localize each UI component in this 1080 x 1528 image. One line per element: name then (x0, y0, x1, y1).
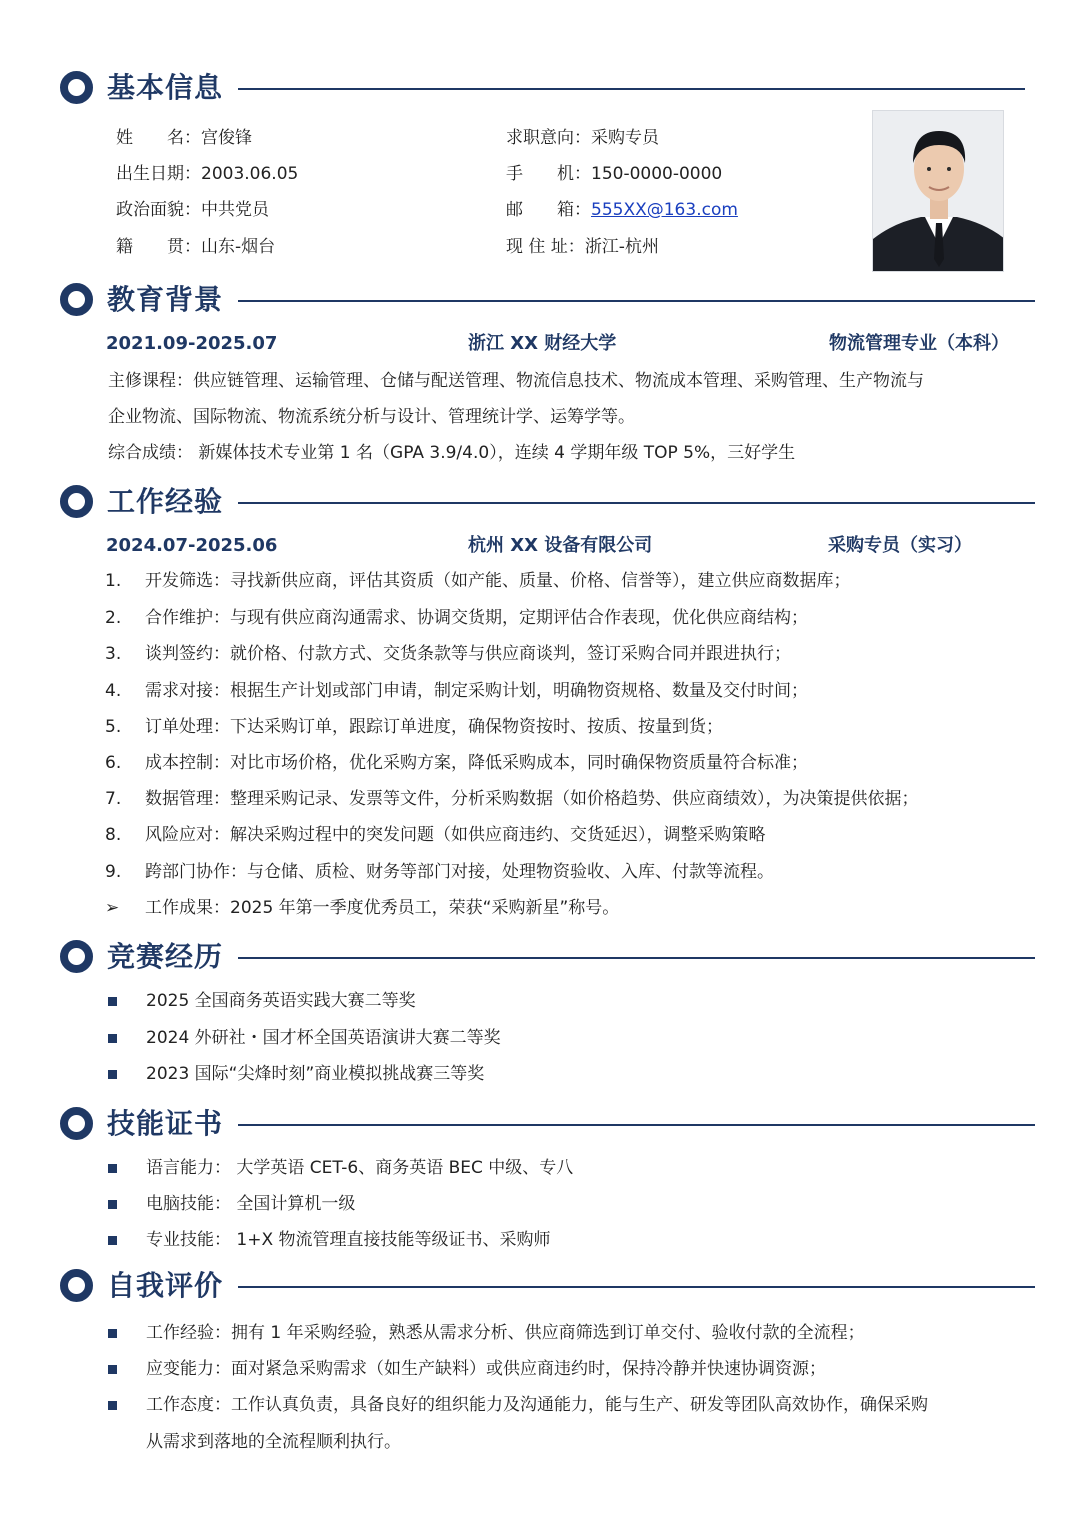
square-bullet-icon (108, 1365, 117, 1374)
person-portrait-icon (873, 111, 1004, 272)
item-text: 需求对接：根据生产计划或部门申请，制定采购计划，明确物资规格、数量及交付时间； (145, 681, 808, 701)
section-education (60, 280, 1035, 320)
item-number: 5. (105, 717, 122, 737)
work-company: 杭州 XX 设备有限公司 (468, 535, 653, 556)
skill-item: 语言能力： 大学英语 CET-6、商务英语 BEC 中级、专八 (146, 1158, 574, 1178)
skill-item: 电脑技能： 全国计算机一级 (146, 1194, 356, 1214)
item-text: 成本控制：对比市场价格，优化采购方案，降低采购成本，同时确保物资质量符合标准； (145, 753, 808, 773)
square-bullet-icon (108, 1070, 117, 1079)
field-label: 出生日期： (116, 164, 201, 184)
education-major: 物流管理专业（本科） (829, 333, 1009, 354)
field-value: 中共党员 (201, 200, 269, 220)
education-school: 浙江 XX 财经大学 (468, 333, 617, 354)
divider (238, 1286, 1035, 1288)
section-title: 技能证书 (107, 1107, 224, 1140)
section-title: 教育背景 (107, 283, 224, 316)
info-name (116, 126, 252, 150)
divider (238, 502, 1035, 504)
section-work (60, 482, 1035, 522)
work-item (105, 823, 766, 847)
work-achievement (105, 896, 619, 920)
square-bullet-icon (108, 1034, 117, 1043)
work-item (105, 606, 808, 630)
circle-icon (60, 1107, 93, 1140)
section-title: 竞赛经历 (107, 940, 224, 973)
info-phone (506, 162, 722, 186)
circle-icon (60, 940, 93, 973)
circle-icon (60, 283, 93, 316)
competition-item: 2024 外研社・国才杯全国英语演讲大赛二等奖 (146, 1028, 501, 1048)
info-address (506, 235, 659, 259)
field-label: 手 机： (506, 164, 591, 184)
field-label: 籍 贯： (116, 237, 201, 257)
work-period: 2024.07-2025.06 (106, 535, 278, 556)
self-item: 工作态度：工作认真负责，具备良好的组织能力及沟通能力，能与生产、研发等团队高效协作，确保采购 (146, 1395, 928, 1415)
square-bullet-icon (108, 1236, 117, 1245)
field-value: 采购专员 (591, 128, 659, 148)
field-value: 150-0000-0000 (591, 164, 723, 184)
self-item: 工作经验：拥有 1 年采购经验，熟悉从需求分析、供应商筛选到订单交付、验收付款的全流程； (146, 1323, 865, 1343)
work-item (105, 860, 774, 884)
grades-line: 综合成绩： 新媒体技术专业第 1 名（GPA 3.9/4.0），连续 4 学期年级 TOP 5%，三好学生 (108, 443, 796, 463)
item-number: 4. (105, 681, 122, 701)
circle-icon (60, 1269, 93, 1302)
competition-item: 2025 全国商务英语实践大赛二等奖 (146, 991, 416, 1011)
section-title: 工作经验 (107, 485, 224, 518)
section-self-evaluation (60, 1266, 1035, 1306)
item-number: 8. (105, 825, 122, 845)
section-skills (60, 1104, 1035, 1144)
square-bullet-icon (108, 997, 117, 1006)
work-item (105, 642, 791, 666)
square-bullet-icon (108, 1401, 117, 1410)
field-value: 2003.06.05 (201, 164, 299, 184)
item-text: 谈判签约：就价格、付款方式、交货条款等与供应商谈判，签订采购合同并跟进执行； (145, 644, 791, 664)
section-title: 基本信息 (107, 71, 224, 104)
item-text: 合作维护：与现有供应商沟通需求、协调交货期，定期评估合作表现，优化供应商结构； (145, 608, 808, 628)
field-label: 邮 箱： (506, 200, 591, 220)
work-item (105, 751, 808, 775)
education-period: 2021.09-2025.07 (106, 333, 278, 354)
info-email (506, 198, 738, 222)
field-value: 浙江-杭州 (584, 237, 659, 257)
divider (238, 88, 1025, 90)
work-item (105, 569, 851, 593)
info-politics (116, 198, 269, 222)
courses-line: 主修课程：供应链管理、运输管理、仓储与配送管理、物流信息技术、物流成本管理、采购管理、生产物流与 (108, 371, 924, 391)
work-item (105, 787, 919, 811)
info-intent (506, 126, 659, 150)
field-label: 政治面貌： (116, 200, 201, 220)
work-item (105, 715, 723, 739)
work-position: 采购专员（实习） (828, 535, 972, 556)
divider (238, 300, 1035, 302)
item-text: 风险应对：解决采购过程中的突发问题（如供应商违约、交货延迟），调整采购策略 (145, 825, 766, 845)
circle-icon (60, 485, 93, 518)
item-text: 跨部门协作：与仓储、质检、财务等部门对接，处理物资验收、入库、付款等流程。 (145, 862, 774, 882)
item-number: 2. (105, 608, 122, 628)
email-link[interactable]: 555XX@163.com (591, 200, 738, 220)
divider (238, 957, 1035, 959)
item-text: 工作成果：2025 年第一季度优秀员工，荣获“采购新星”称号。 (145, 898, 620, 918)
section-competition (60, 937, 1035, 977)
field-label: 现 住 址： (506, 237, 585, 257)
divider (238, 1124, 1035, 1126)
field-value: 宫俊锋 (201, 128, 252, 148)
item-number: 6. (105, 753, 122, 773)
item-number: 1. (105, 571, 122, 591)
info-native (116, 235, 275, 259)
item-number: 3. (105, 644, 122, 664)
square-bullet-icon (108, 1164, 117, 1173)
profile-photo (872, 110, 1004, 272)
circle-icon (60, 71, 93, 104)
item-number: 7. (105, 789, 122, 809)
self-item: 应变能力：面对紧急采购需求（如生产缺料）或供应商违约时，保持冷静并快速协调资源； (146, 1359, 826, 1379)
field-label: 姓 名： (116, 128, 201, 148)
self-item-continued: 从需求到落地的全流程顺利执行。 (146, 1432, 401, 1452)
info-birth (116, 162, 298, 186)
arrow-icon: ➢ (105, 898, 120, 918)
item-number: 9. (105, 862, 122, 882)
square-bullet-icon (108, 1200, 117, 1209)
item-text: 数据管理：整理采购记录、发票等文件，分析采购数据（如价格趋势、供应商绩效），为决策提供依据； (145, 789, 919, 809)
square-bullet-icon (108, 1329, 117, 1338)
field-value: 山东-烟台 (201, 237, 276, 257)
courses-line: 企业物流、国际物流、物流系统分析与设计、管理统计学、运筹学等。 (108, 407, 635, 427)
section-title: 自我评价 (107, 1269, 224, 1302)
item-text: 开发筛选：寻找新供应商，评估其资质（如产能、质量、价格、信誉等），建立供应商数据库； (145, 571, 851, 591)
skill-item: 专业技能： 1+X 物流管理直接技能等级证书、采购师 (146, 1230, 551, 1250)
section-basic-info (60, 68, 1025, 108)
item-text: 订单处理：下达采购订单，跟踪订单进度，确保物资按时、按质、按量到货； (145, 717, 723, 737)
field-label: 求职意向： (506, 128, 591, 148)
competition-item: 2023 国际“尖烽时刻”商业模拟挑战赛三等奖 (146, 1064, 485, 1084)
work-item (105, 679, 808, 703)
